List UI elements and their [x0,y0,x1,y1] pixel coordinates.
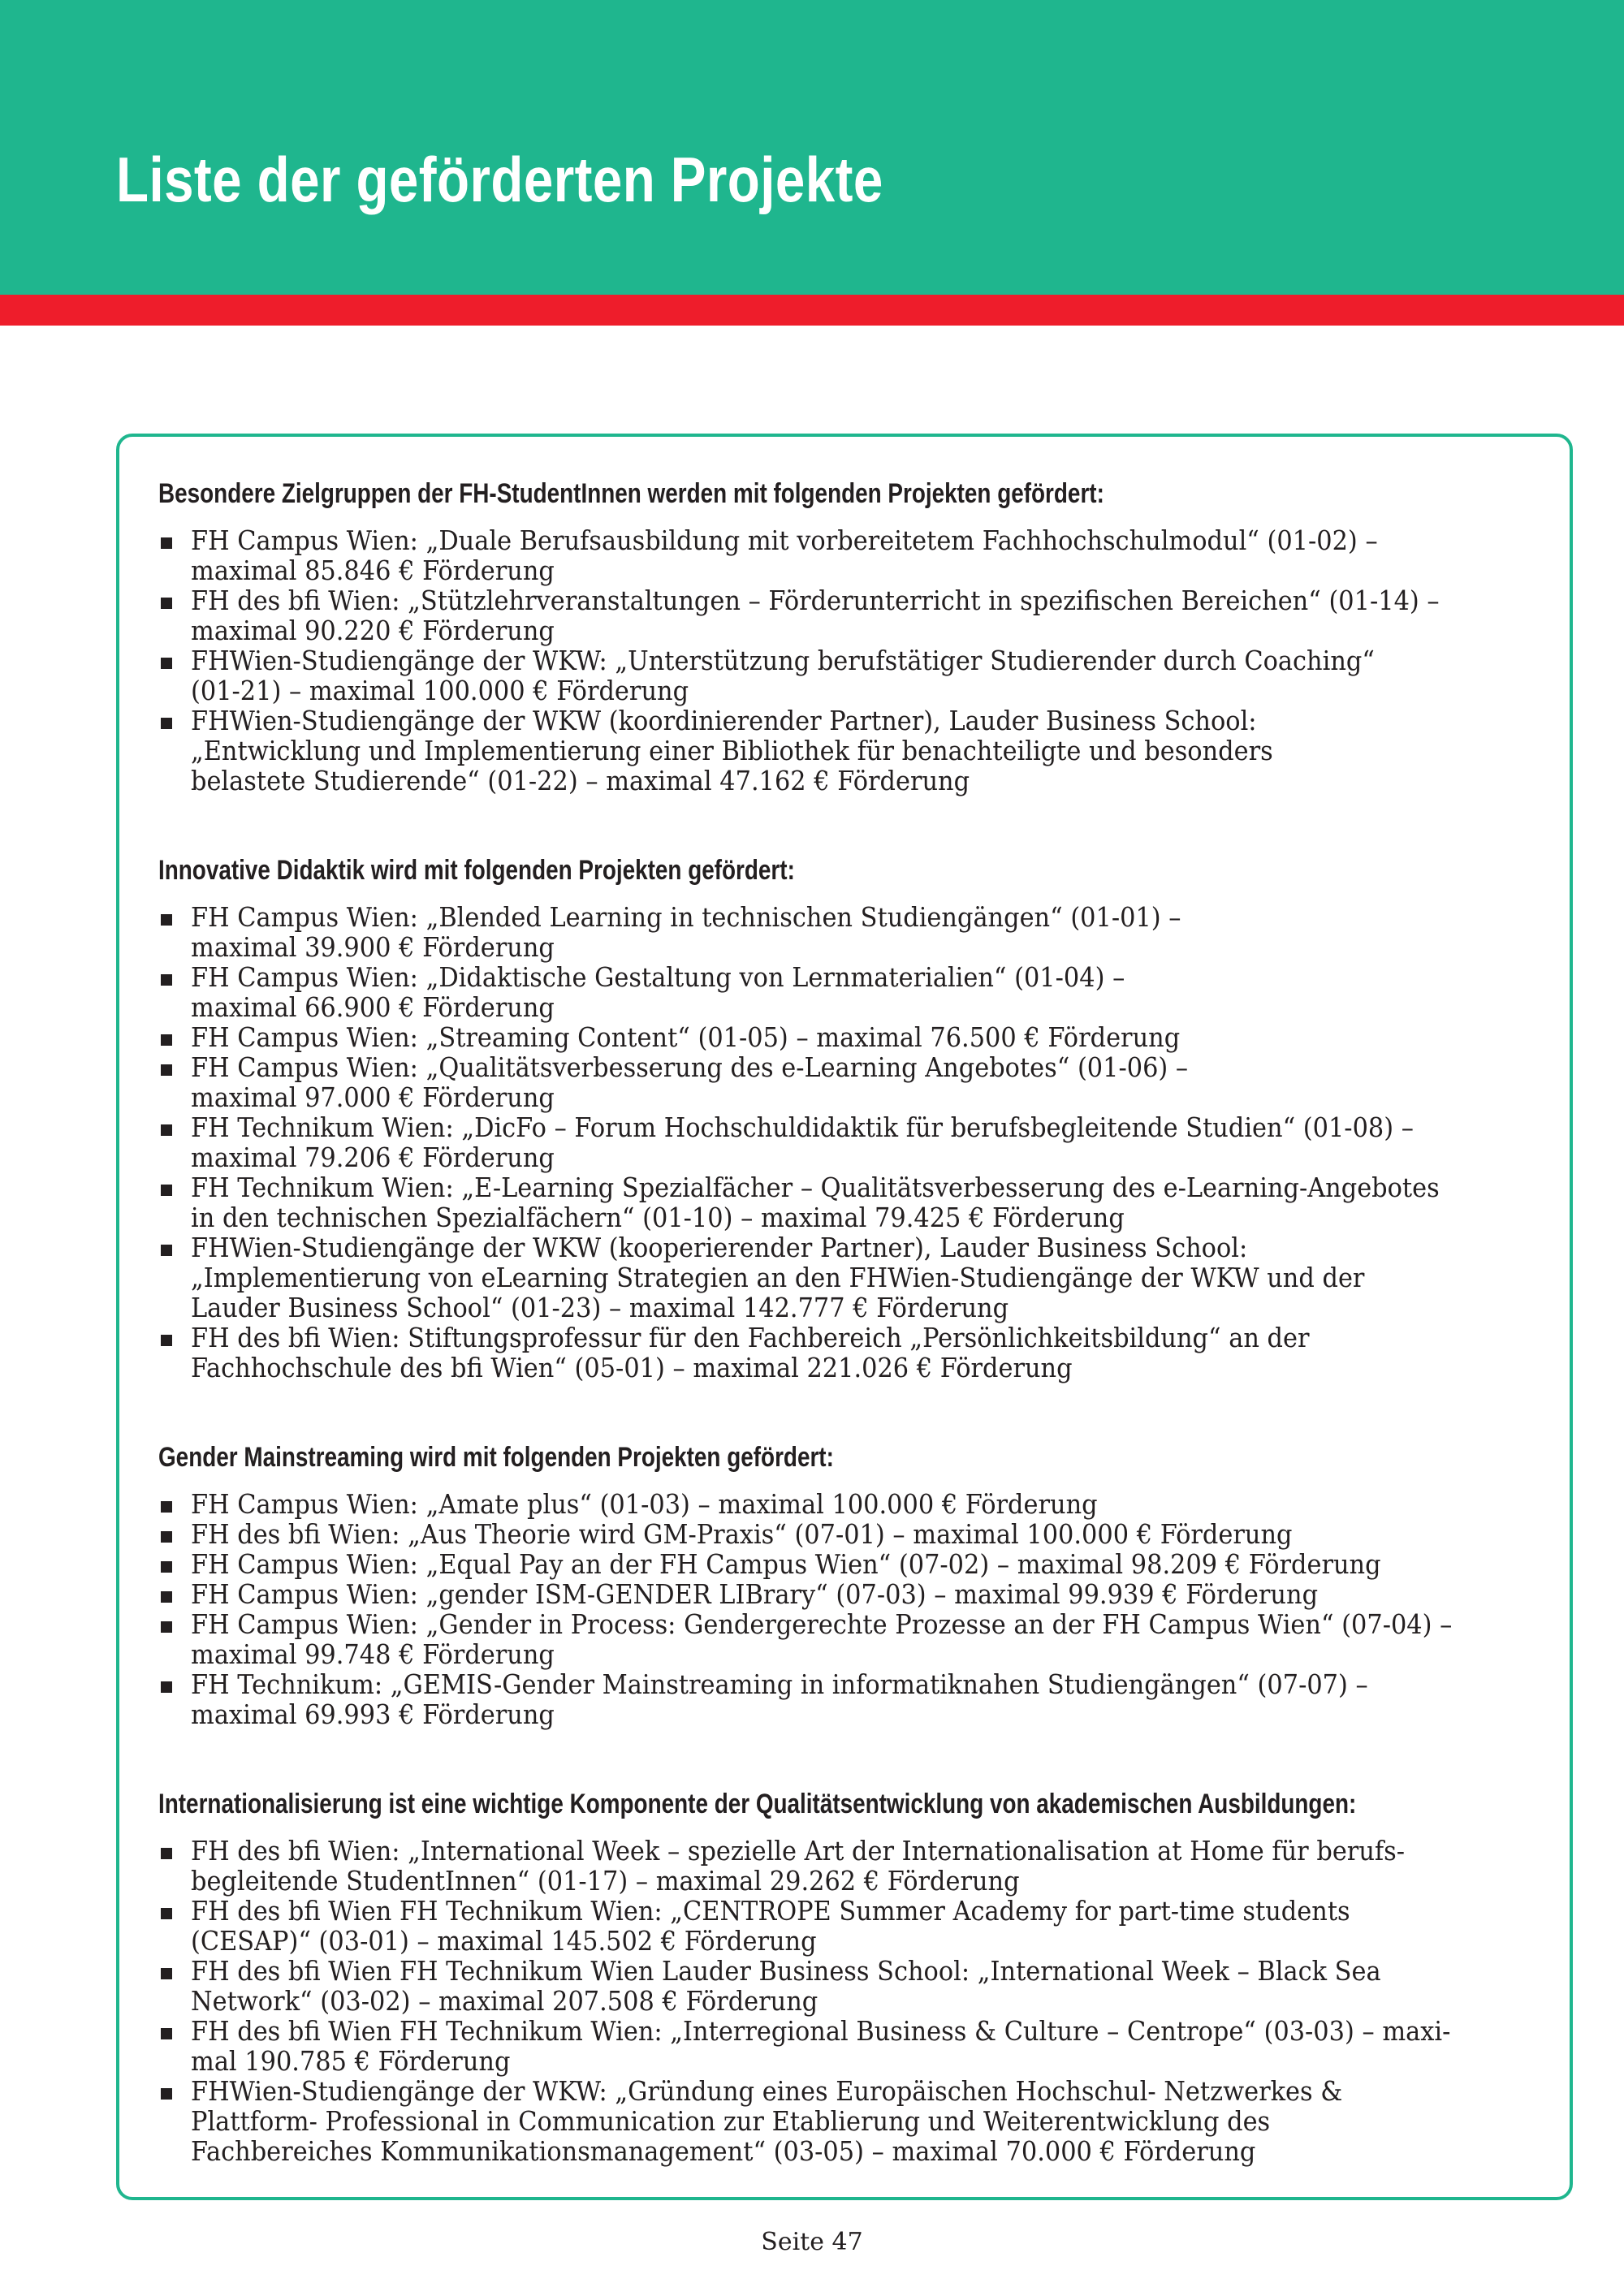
item-text [191,706,1539,796]
item-text [191,2077,1539,2167]
item-line: Fachhochschule des bfi Wien“ (05-01) – maximal 221.026 € Förderung [191,1353,1073,1383]
item-line: „Entwicklung und Implementierung einer Bibliothek für benachteiligte und besonders [191,736,1273,766]
item-text [191,1113,1539,1173]
sections-container [158,476,1539,2167]
list-item [158,1323,1539,1383]
item-text [191,646,1539,706]
project-section [158,476,1539,796]
item-line: FHWien-Studiengänge der WKW: „Gründung eines Europäischen Hochschul- Netzwerkes & [191,2076,1343,2107]
item-line: FH Campus Wien: „Qualitätsverbesserung des e-Learning Angebotes“ (01-06) – [191,1052,1189,1083]
square-bullet-icon [161,1561,172,1573]
item-line: FH Technikum: „GEMIS-Gender Mainstreaming in informatiknahen Studiengängen“ (07-07) – [191,1669,1368,1700]
item-text [191,526,1539,586]
item-text [191,1490,1539,1520]
item-line: FH des bfi Wien: „Stützlehrveranstaltungen – Förderunterricht in spezifischen Bereichen“ (01-14) – [191,585,1440,616]
square-bullet-icon [161,1908,172,1919]
list-item [158,2077,1539,2167]
item-text [191,1323,1539,1383]
item-line: maximal 85.846 € Förderung [191,555,555,586]
project-list [158,1836,1539,2167]
item-line: FH Campus Wien: „Didaktische Gestaltung von Lernmaterialien“ (01-04) – [191,962,1125,993]
square-bullet-icon [161,1591,172,1603]
section-heading: Gender Mainstreaming wird mit folgenden Projekten gefördert: [158,1442,834,1473]
square-bullet-icon [161,914,172,926]
square-bullet-icon [161,1034,172,1046]
list-item [158,1023,1539,1053]
list-item [158,2017,1539,2077]
item-line: FH des bfi Wien FH Technikum Wien: „CENTROPE Summer Academy for part-time students [191,1896,1350,1927]
item-line: FH des bfi Wien FH Technikum Wien: „Interregional Business & Culture – Centrope“ (03-03) – maxi- [191,2016,1451,2047]
item-text [191,1897,1539,1957]
list-item [158,526,1539,586]
item-line: belastete Studierende“ (01-22) – maximal 47.162 € Förderung [191,766,970,796]
item-line: mal 190.785 € Förderung [191,2046,511,2077]
square-bullet-icon [161,598,172,609]
page-number: Seite 47 [761,2228,863,2256]
item-line: FHWien-Studiengänge der WKW: „Unterstützung berufstätiger Studierender durch Coaching“ [191,645,1375,676]
item-line: maximal 99.748 € Förderung [191,1639,555,1670]
item-line: „Implementierung von eLearning Strategien an den FHWien-Studiengänge der WKW und der [191,1262,1365,1293]
item-line: FHWien-Studiengänge der WKW (koordinierender Partner), Lauder Business School: [191,706,1257,736]
header-band [0,0,1624,295]
section-heading: Innovative Didaktik wird mit folgenden Projekten gefördert: [158,855,795,886]
square-bullet-icon [161,1335,172,1346]
project-list [158,526,1539,796]
square-bullet-icon [161,1501,172,1513]
item-line: FH des bfi Wien: Stiftungsprofessur für den Fachbereich „Persönlichkeitsbildung“ an der [191,1323,1310,1353]
square-bullet-icon [161,1848,172,1859]
item-text [191,1023,1539,1053]
list-item [158,1836,1539,1897]
item-line: (CESAP)“ (03-01) – maximal 145.502 € Förderung [191,1926,817,1957]
item-line: FH des bfi Wien: „Aus Theorie wird GM-Praxis“ (07-01) – maximal 100.000 € Förderung [191,1519,1293,1550]
item-line: FH Campus Wien: „Gender in Process: Gendergerechte Prozesse an der FH Campus Wien“ (07-04) – [191,1609,1453,1640]
square-bullet-icon [161,1531,172,1543]
item-line: FH Campus Wien: „gender ISM-GENDER LIBrary“ (07-03) – maximal 99.939 € Förderung [191,1579,1319,1610]
square-bullet-icon [161,537,172,549]
square-bullet-icon [161,1185,172,1196]
content-box [116,434,1573,2200]
item-line: FH Campus Wien: „Blended Learning in technischen Studiengängen“ (01-01) – [191,902,1181,933]
square-bullet-icon [161,718,172,729]
list-item [158,1897,1539,1957]
item-line: (01-21) – maximal 100.000 € Förderung [191,675,689,706]
square-bullet-icon [161,1621,172,1633]
item-text [191,963,1539,1023]
list-item [158,646,1539,706]
project-section [158,1786,1539,2167]
item-text [191,1670,1539,1730]
item-text [191,1610,1540,1670]
item-line: Fachbereiches Kommunikationsmanagement“ (03-05) – maximal 70.000 € Förderung [191,2136,1256,2167]
list-item [158,963,1539,1023]
item-line: FH Technikum Wien: „DicFo – Forum Hochschuldidaktik für berufsbegleitende Studien“ (01-08) – [191,1112,1414,1143]
item-line: FH Campus Wien: „Amate plus“ (01-03) – maximal 100.000 € Förderung [191,1489,1098,1520]
item-line: FH Campus Wien: „Streaming Content“ (01-05) – maximal 76.500 € Förderung [191,1022,1181,1053]
item-line: FH Technikum Wien: „E-Learning Spezialfächer – Qualitätsverbesserung des e-Learning-Angebotes [191,1172,1440,1203]
square-bullet-icon [161,2028,172,2039]
item-text [191,586,1539,646]
list-item [158,1053,1539,1113]
item-text [191,1520,1539,1550]
item-line: FH Campus Wien: „Duale Berufsausbildung mit vorbereitetem Fachhochschulmodul“ (01-02) – [191,525,1378,556]
item-line: maximal 97.000 € Förderung [191,1082,555,1113]
list-item [158,1113,1539,1173]
square-bullet-icon [161,1245,172,1256]
item-line: in den technischen Spezialfächern“ (01-10) – maximal 79.425 € Förderung [191,1202,1125,1233]
list-item [158,1670,1539,1730]
square-bullet-icon [161,658,172,669]
project-list [158,903,1539,1383]
item-line: begleitende StudentInnen“ (01-17) – maximal 29.262 € Förderung [191,1866,1020,1897]
item-line: Network“ (03-02) – maximal 207.508 € Förderung [191,1986,818,2017]
item-line: Lauder Business School“ (01-23) – maximal 142.777 € Förderung [191,1293,1009,1323]
list-item [158,1490,1539,1520]
square-bullet-icon [161,2088,172,2100]
project-section [158,1439,1539,1730]
list-item [158,706,1539,796]
item-line: maximal 90.220 € Förderung [191,615,555,646]
list-item [158,1550,1539,1580]
item-text [191,1836,1539,1897]
list-item [158,1957,1539,2017]
list-item [158,1233,1539,1323]
square-bullet-icon [161,1124,172,1136]
item-line: maximal 39.900 € Förderung [191,932,555,963]
item-text [191,1957,1539,2017]
section-heading: Besondere Zielgruppen der FH-StudentInnen werden mit folgenden Projekten gefördert: [158,478,1104,509]
page-title: Liste der geförderten Projekte [116,144,883,215]
item-line: maximal 69.993 € Förderung [191,1699,555,1730]
square-bullet-icon [161,1968,172,1979]
section-heading: Internationalisierung ist eine wichtige Komponente der Qualitätsentwicklung von akademischen Ausbildungen: [158,1789,1357,1819]
item-line: FHWien-Studiengänge der WKW (kooperierender Partner), Lauder Business School: [191,1232,1248,1263]
item-line: FH des bfi Wien FH Technikum Wien Lauder Business School: „International Week – Black Sea [191,1956,1381,1987]
item-line: maximal 66.900 € Förderung [191,992,555,1023]
list-item [158,903,1539,963]
item-text [191,1053,1539,1113]
item-text [191,2017,1539,2077]
item-text [191,1580,1539,1610]
list-item [158,1580,1539,1610]
accent-bar [0,295,1624,326]
square-bullet-icon [161,1681,172,1693]
list-item [158,1610,1539,1670]
square-bullet-icon [161,974,172,986]
item-line: maximal 79.206 € Förderung [191,1142,555,1173]
item-text [191,1550,1539,1580]
list-item [158,1173,1539,1233]
item-line: FH des bfi Wien: „International Week – spezielle Art der Internationalisation at Home für berufs- [191,1836,1406,1867]
item-text [191,903,1539,963]
item-line: FH Campus Wien: „Equal Pay an der FH Campus Wien“ (07-02) – maximal 98.209 € Förderung [191,1549,1381,1580]
item-text [191,1233,1539,1323]
item-line: Plattform- Professional in Communication zur Etablierung und Weiterentwicklung des [191,2106,1271,2137]
item-text [191,1173,1539,1233]
project-list [158,1490,1539,1730]
list-item [158,1520,1539,1550]
square-bullet-icon [161,1064,172,1076]
list-item [158,586,1539,646]
project-section [158,852,1539,1383]
